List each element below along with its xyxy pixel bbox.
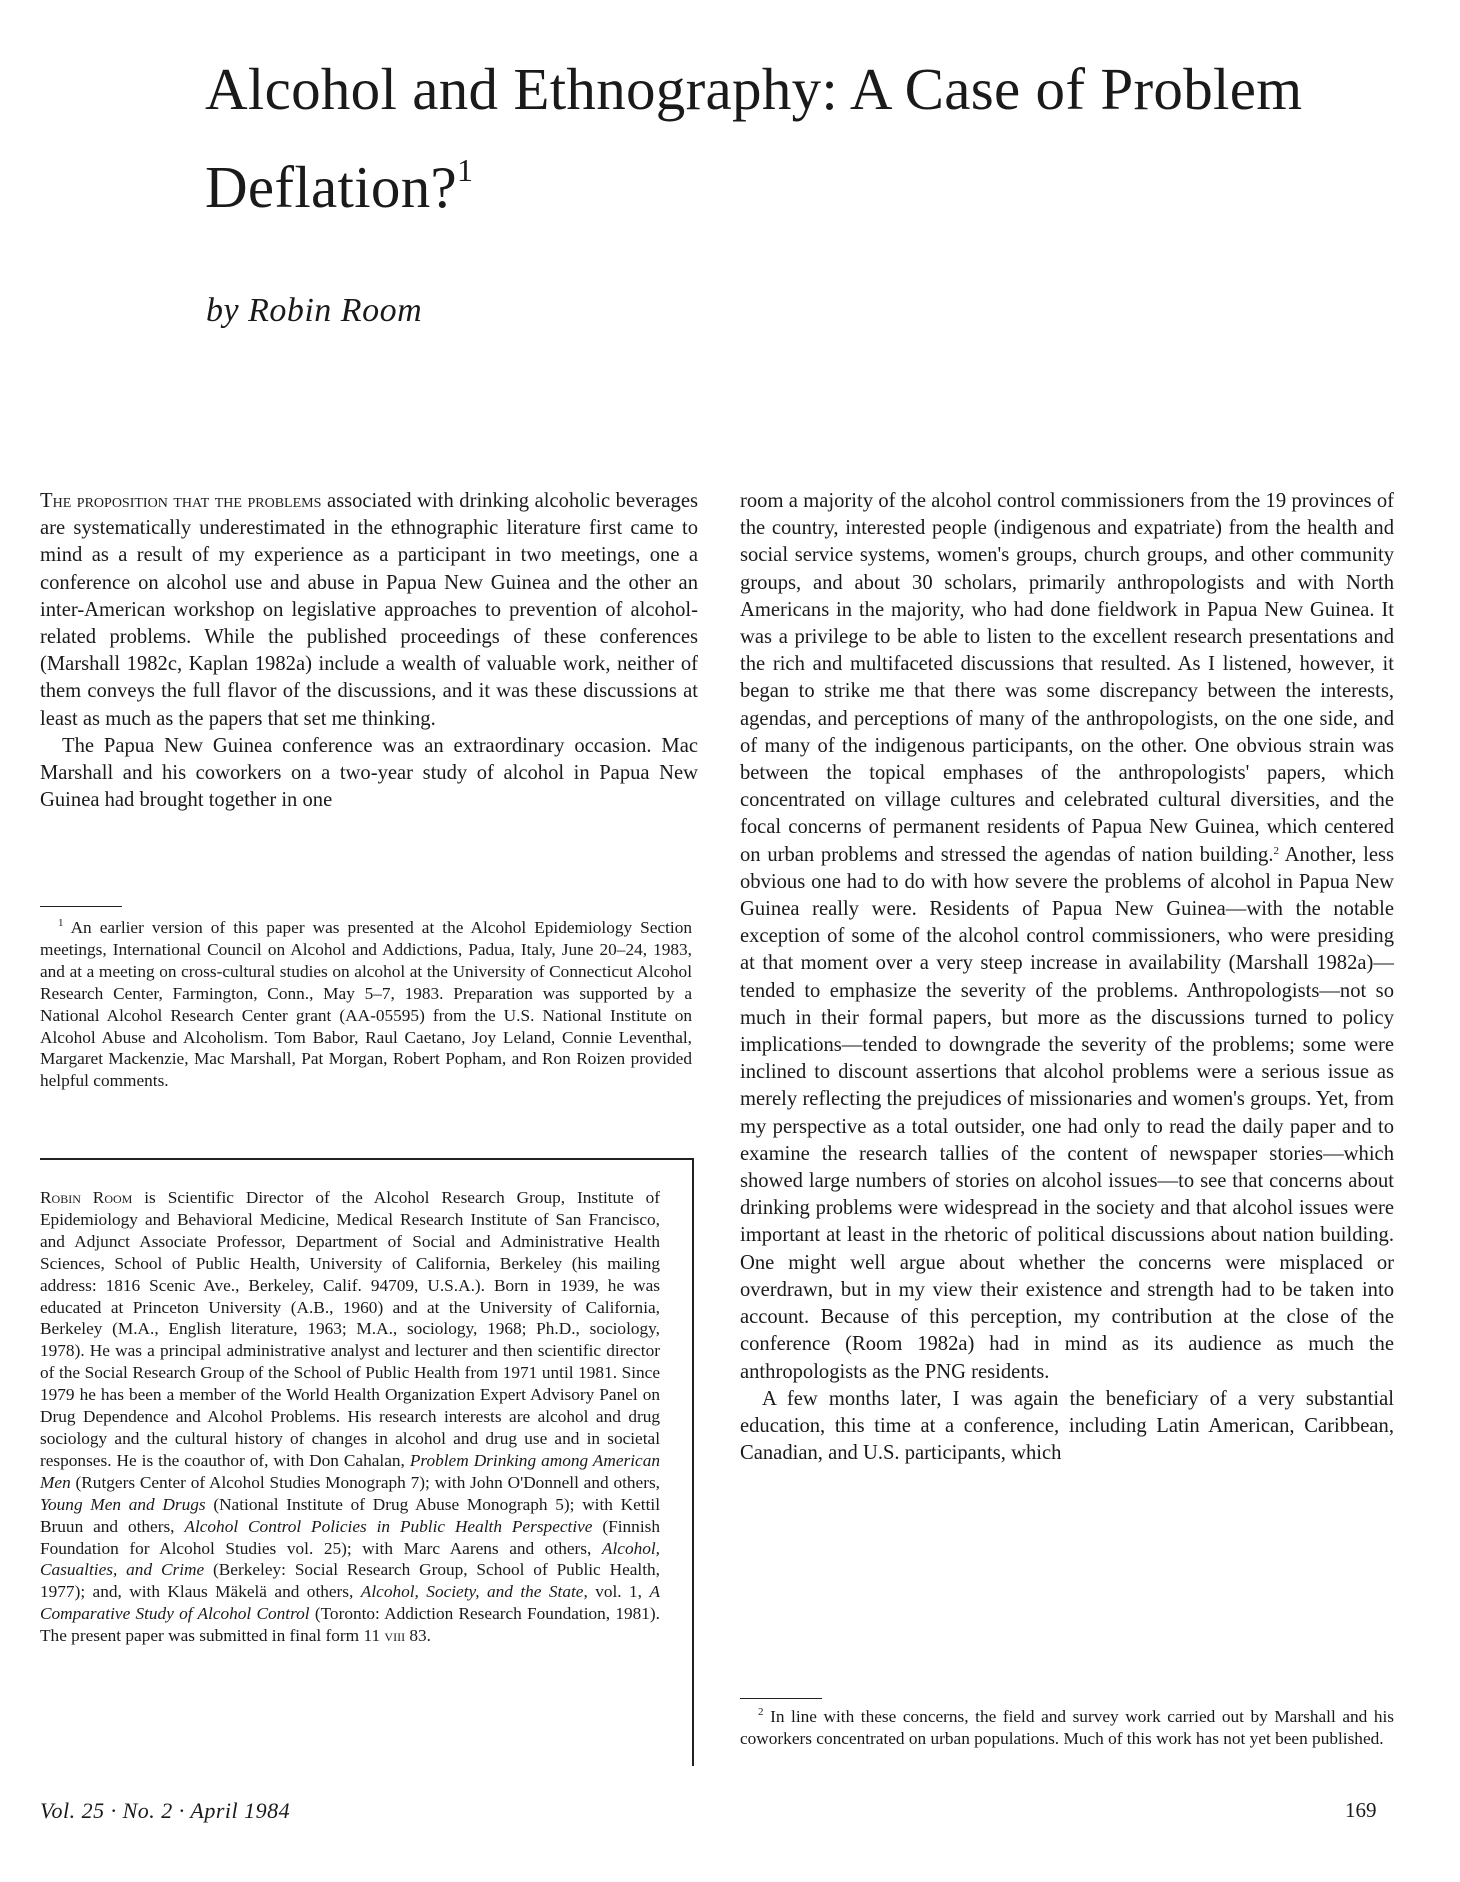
bio-text: (Berkeley: Social Research Group, School of Public Health, 1977); and, with Klaus Mäkelä and others, — [40, 1560, 660, 1602]
title-footnote-mark[interactable]: 1 — [457, 152, 474, 188]
bio-author-name: Robin Room — [40, 1188, 133, 1207]
author-bio — [40, 1187, 660, 1647]
lead-in-small-caps: The proposition that the problems — [40, 490, 322, 512]
book-title: Young Men and Drugs — [40, 1494, 206, 1514]
body-paragraph: A few months later, I was again the beneficiary of a very substantial education, this time at a conference, including Latin American, Caribbean, Canadian, and U.S. participants, which — [740, 1387, 1394, 1465]
footnote-mark: 1 — [58, 917, 64, 929]
footnote-1 — [40, 917, 692, 1092]
footnote-rule — [40, 906, 122, 907]
submission-month: viii — [384, 1626, 406, 1646]
left-column — [40, 488, 698, 814]
paragraph-text: associated with drinking alcoholic beverages are systematically underestimated in the ethnographic literature first came to mind as a result of my experience as a participant in two meetings, one a conference on alcohol use and abuse in Papua New Guinea and the other an inter-American workshop on legislative approaches to prevention of alcohol-related problems. While the published proceedings of these conferences (Marshall 1982c, Kaplan 1982a) include a wealth of valuable work, neither of them conveys the full flavor of the discussions, and it was these discussions at least as much as the papers that set me thinking. — [40, 490, 698, 730]
footnote-reference-2[interactable]: 2 — [1273, 844, 1279, 857]
footnote-2 — [740, 1706, 1394, 1750]
book-title: Alcohol, Casualties, and Crime — [40, 1538, 660, 1580]
footnote-mark: 2 — [758, 1706, 764, 1718]
bio-text: (Toronto: Addiction Research Foundation, 1981). The present paper was submitted in final form 11 — [40, 1604, 660, 1646]
book-title: A Comparative Study of Alcohol Control — [40, 1582, 660, 1624]
footnote-text: An earlier version of this paper was presented at the Alcohol Epidemiology Section meetings, International Council on Alcohol and Addictions, Padua, Italy, June 20–24, 1983, and at a meeting on cross-cultural studies on alcohol at the University of Connecticut Alcohol Research Center, Farmington, Conn., May 5–7, 1983. Preparation was supported by a National Alcohol Research Center grant (AA-05595) from the U.S. National Institute on Alcohol Abuse and Alcoholism. Tom Babor, Raul Caetano, Joy Leland, Connie Leventhal, Margaret Mackenzie, Mac Marshall, Pat Morgan, Robert Popham, and Ron Roizen provided helpful comments. — [40, 918, 692, 1091]
body-paragraph: The Papua New Guinea conference was an extraordinary occasion. Mac Marshall and his coworkers on a two-year study of alcohol in Papua New Guinea had brought together in one — [40, 734, 698, 812]
book-title: Problem Drinking among American Men — [40, 1450, 660, 1492]
footnote-rule — [740, 1698, 822, 1699]
bio-text: (Finnish Foundation for Alcohol Studies vol. 25); with Marc Aarens and others, — [40, 1516, 660, 1558]
book-title: Alcohol Control Policies in Public Health Perspective — [184, 1516, 593, 1536]
page-number: 169 — [1345, 1798, 1377, 1822]
body-paragraph — [740, 488, 1394, 1386]
body-paragraph — [40, 488, 698, 733]
bio-text: (National Institute of Drug Abuse Monograph 5); with Kettil Bruun and others, — [40, 1494, 660, 1536]
bio-text: (Rutgers Center of Alcohol Studies Monograph 7); with John O'Donnell and others, — [70, 1472, 660, 1492]
article-title — [205, 40, 1325, 236]
book-title: Alcohol, Society, and the State — [360, 1582, 584, 1602]
bio-text: 83. — [405, 1626, 431, 1646]
bio-text: , vol. 1, — [583, 1582, 650, 1602]
right-column — [740, 488, 1394, 1467]
issue-info: Vol. 25 · No. 2 · April 1984 — [40, 1798, 291, 1823]
article-title-text: Alcohol and Ethnography: A Case of Problem Deflation? — [205, 56, 1303, 220]
article-byline: by Robin Room — [206, 292, 423, 329]
footnote-text: In line with these concerns, the field and survey work carried out by Marshall and his coworkers concentrated on urban populations. Much of this work has not yet been published. — [740, 1707, 1394, 1748]
bio-text: is Scientific Director of the Alcohol Research Group, Institute of Epidemiology and Behavioral Medicine, Medical Research Institute of San Francisco, and Adjunct Associate Professor, Department of Social and Administrative Health Sciences, School of Public Health, University of California, Berkeley (his mailing address: 1816 Scenic Ave., Berkeley, Calif. 94709, U.S.A.). Born in 1939, he was educated at Princeton University (A.B., 1960) and at the University of California, Berkeley (M.A., English literature, 1963; M.A., sociology, 1968; Ph.D., sociology, 1978). He was a principal administrative analyst and lecturer and then scientific director of the Social Research Group of the School of Public Health from 1971 until 1981. Since 1979 he has been a member of the World Health Organization Expert Advisory Panel on Drug Dependence and Alcohol Problems. His research interests are alcohol and drug sociology and the cultural history of changes in alcohol and drug use and in societal responses. He is the coauthor of, with Don Cahalan, — [40, 1188, 660, 1470]
paragraph-text: Another, less obvious one had to do with how severe the problems of alcohol in Papua New Guinea really were. Residents of Papua New Guinea—with the notable exception of some of the alcohol control commissioners, who were presiding at that moment over a very steep increase in availability (Marshall 1982a)—tended to emphasize the severity of the problems. Anthropologists—not so much in their formal papers, but more as the discussions turned to policy implications—tended to downgrade the severity of the problems; some were inclined to discount assertions that alcohol problems were a serious issue as merely reflecting the prejudices of missionaries and women's groups. Yet, from my perspective as a total outsider, one had only to read the daily paper and to examine the research tallies of the content of newspaper stories—which showed large numbers of stories on alcohol issues—to see that concerns about drinking problems were widespread in the society and that alcohol issues were important at least in the rhetoric of political discussions about nation building. One might well argue about whether the concerns were misplaced or overdrawn, but in my view their existence and strength had to be taken into account. Because of this perception, my contribution at the close of the conference (Room 1982a) had in mind as its audience as much the anthropologists as the PNG residents. — [740, 843, 1395, 1383]
paragraph-text: room a majority of the alcohol control commissioners from the 19 provinces of the country, interested people (indigenous and expatriate) from the health and social service systems, women's groups, church groups, and other community groups, and about 30 scholars, primarily anthropologists and with North Americans in the majority, who had done fieldwork in Papua New Guinea. It was a privilege to be able to listen to the excellent research presentations and the rich and multifaceted discussions that resulted. As I listened, however, it began to strike me that there was some discrepancy between the interests, agendas, and perceptions of many of the anthropologists, on the one side, and of many of the indigenous participants, on the other. One obvious strain was between the topical emphases of the anthropologists' papers, which concentrated on village cultures and celebrated cultural diversities, and the focal concerns of permanent residents of Papua New Guinea, which centered on urban problems and stressed the agendas of nation building. — [740, 490, 1394, 866]
